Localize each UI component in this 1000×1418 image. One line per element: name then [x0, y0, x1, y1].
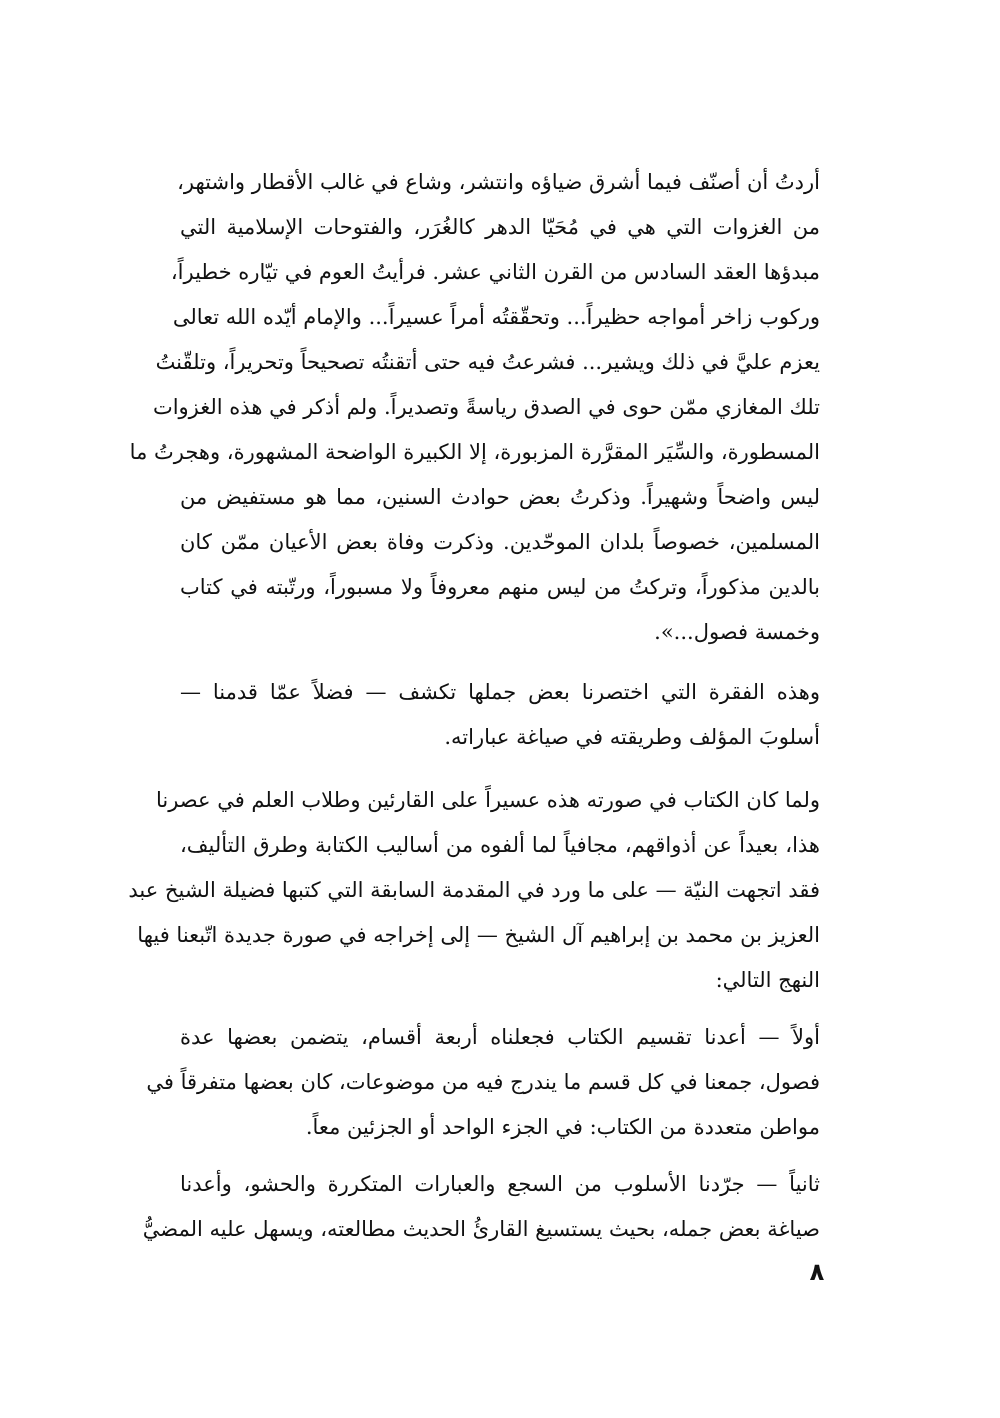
- text-line: يعزم عليَّ في ذلك ويشير... فشرعتُ فيه حتى أتقنتُه تصحيحاً وتحريراً، وتلقّنتُ: [155, 350, 820, 374]
- text-line: ثانياً — جرّدنا الأسلوب من السجع والعبارات المتكررة والحشو، وأعدنا: [180, 1172, 820, 1196]
- text-line: هذا، بعيداً عن أذواقهم، مجافياً لما ألفوه من أساليب الكتابة وطرق التأليف،: [180, 833, 820, 857]
- text-line: تلك المغازي ممّن حوى في الصدق رياسةً وتصديراً. ولم أذكر في هذه الغزوات: [152, 395, 820, 419]
- text-line: العزيز بن محمد بن إبراهيم آل الشيخ — إلى إخراجه في صورة جديدة اتّبعنا فيها: [137, 923, 820, 947]
- text-line: المسطورة، والسِّيَر المقرَّرة المزبورة، إلا الكبيرة الواضحة المشهورة، وهجرتُ ما: [129, 440, 820, 464]
- text-line: فقد اتجهت النيّة — على ما ورد في المقدمة السابقة التي كتبها فضيلة الشيخ عبد: [128, 878, 820, 902]
- text-line: وهذه الفقرة التي اختصرنا بعض جملها تكشف — فضلاً عمّا قدمنا —: [180, 680, 820, 704]
- text-line: ولما كان الكتاب في صورته هذه عسيراً على القارئين وطلاب العلم في عصرنا: [155, 788, 820, 812]
- text-line: بالدين مذكوراً، وتركتُ من ليس منهم معروفاً ولا مسبوراً، ورتّبته في كتاب: [180, 575, 820, 599]
- text-line: أولاً — أعدنا تقسيم الكتاب فجعلناه أربعة أقسام، يتضمن بعضها عدة: [180, 1025, 820, 1049]
- text-line: صياغة بعض جمله، بحيث يستسيغ القارئُ الحديث مطالعته، ويسهل عليه المضيُّ: [142, 1217, 820, 1241]
- text-line: المسلمين، خصوصاً بلدان الموحّدين. وذكرت وفاة بعض الأعيان ممّن كان: [180, 530, 820, 554]
- text-line: مواطن متعددة من الكتاب: في الجزء الواحد أو الجزئين معاً.: [305, 1115, 820, 1139]
- text-line: أردتُ أن أصنّف فيما أشرق ضياؤه وانتشر، وشاع في غالب الأقطار واشتهر،: [177, 170, 820, 194]
- page-number: ٨: [809, 1258, 825, 1286]
- text-line: مبدؤها العقد السادس من القرن الثاني عشر. فرأيتُ العوم في تيّاره خطيراً،: [170, 260, 820, 284]
- text-line: وركوب زاخر أمواجه حظيراً... وتحقّقتُه أمراً عسيراً... والإمام أيّده الله تعالى: [172, 305, 820, 329]
- text-line: ليس واضحاً وشهيراً. وذكرتُ بعض حوادث السنين، مما هو مستفيض من: [180, 485, 820, 509]
- text-line: فصول، جمعنا في كل قسم ما يندرج فيه من موضوعات، كان بعضها متفرقاً في: [146, 1070, 820, 1094]
- text-line: من الغزوات التي هي في مُحَيّا الدهر كالغُرَر، والفتوحات الإسلامية التي: [180, 215, 820, 239]
- text-line: وخمسة فصول...».: [654, 620, 820, 644]
- text-line: النهج التالي:: [715, 968, 820, 992]
- text-line: أسلوبَ المؤلف وطريقته في صياغة عباراته.: [444, 725, 820, 749]
